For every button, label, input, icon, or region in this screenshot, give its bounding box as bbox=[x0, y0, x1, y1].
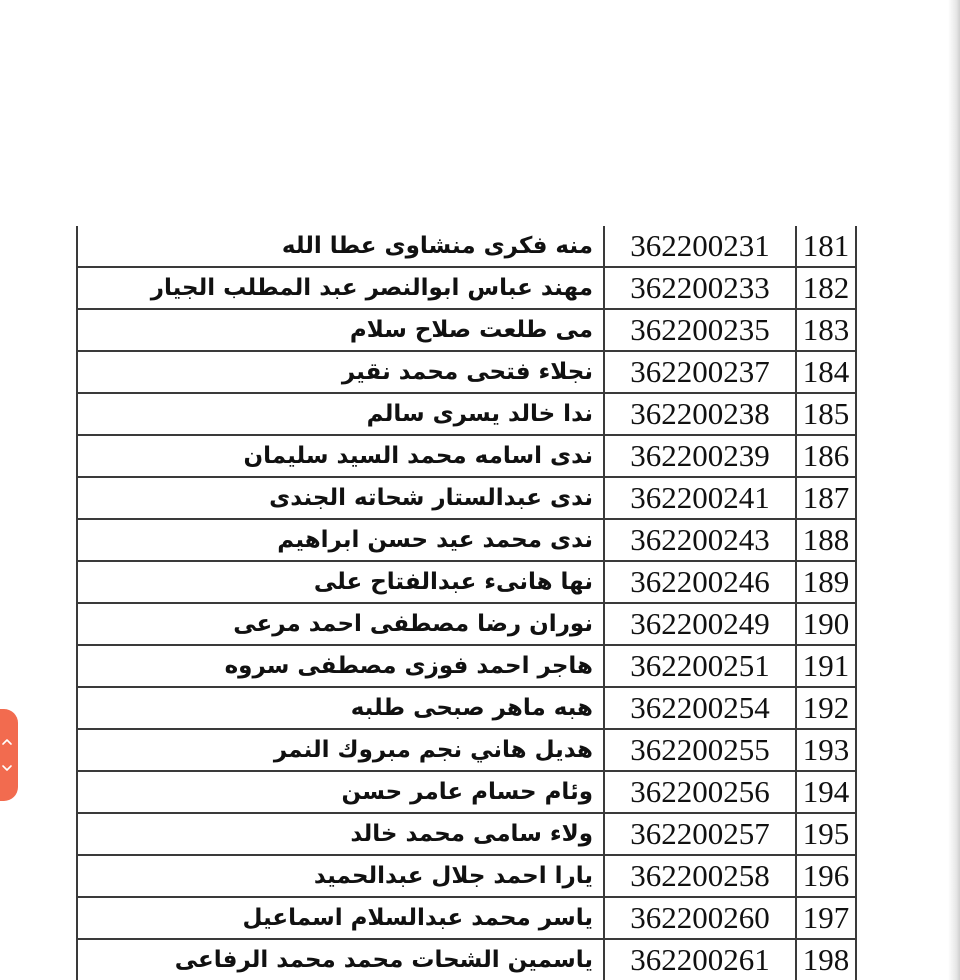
row-number: 193 bbox=[796, 729, 856, 771]
student-name: هاجر احمد فوزى مصطفى سروه bbox=[77, 645, 604, 687]
table-row bbox=[77, 309, 856, 351]
table-row bbox=[77, 561, 856, 603]
table-row bbox=[77, 226, 856, 267]
chevron-down-icon[interactable] bbox=[0, 761, 14, 775]
seat-id: 362200237 bbox=[604, 351, 796, 393]
table-body bbox=[77, 226, 856, 980]
seat-id: 362200260 bbox=[604, 897, 796, 939]
seat-id: 362200249 bbox=[604, 603, 796, 645]
row-number: 192 bbox=[796, 687, 856, 729]
seat-id: 362200258 bbox=[604, 855, 796, 897]
table-row bbox=[77, 393, 856, 435]
table-row bbox=[77, 603, 856, 645]
row-number: 186 bbox=[796, 435, 856, 477]
seat-id: 362200251 bbox=[604, 645, 796, 687]
row-number: 197 bbox=[796, 897, 856, 939]
row-number: 198 bbox=[796, 939, 856, 980]
student-name: وئام حسام عامر حسن bbox=[77, 771, 604, 813]
student-name: ندى محمد عيد حسن ابراهيم bbox=[77, 519, 604, 561]
table-row bbox=[77, 939, 856, 980]
seat-id: 362200233 bbox=[604, 267, 796, 309]
student-name: مهند عباس ابوالنصر عبد المطلب الجيار bbox=[77, 267, 604, 309]
table-row bbox=[77, 897, 856, 939]
row-number: 189 bbox=[796, 561, 856, 603]
seat-id: 362200239 bbox=[604, 435, 796, 477]
row-number: 195 bbox=[796, 813, 856, 855]
row-number: 182 bbox=[796, 267, 856, 309]
row-number: 191 bbox=[796, 645, 856, 687]
row-number: 183 bbox=[796, 309, 856, 351]
row-number: 188 bbox=[796, 519, 856, 561]
student-name: هبه ماهر صبحى طلبه bbox=[77, 687, 604, 729]
student-name: ندى عبدالستار شحاته الجندى bbox=[77, 477, 604, 519]
student-name: مى طلعت صلاح سلام bbox=[77, 309, 604, 351]
page-edge-shadow bbox=[948, 0, 960, 980]
seat-id: 362200238 bbox=[604, 393, 796, 435]
row-number: 181 bbox=[796, 226, 856, 267]
table-row bbox=[77, 351, 856, 393]
student-name: نجلاء فتحى محمد نقير bbox=[77, 351, 604, 393]
seat-id: 362200231 bbox=[604, 226, 796, 267]
student-name: هديل هاني نجم مبروك النمر bbox=[77, 729, 604, 771]
student-name: نها هانىء عبدالفتاح على bbox=[77, 561, 604, 603]
table-row bbox=[77, 645, 856, 687]
student-name: نوران رضا مصطفى احمد مرعى bbox=[77, 603, 604, 645]
table-row bbox=[77, 267, 856, 309]
table-row bbox=[77, 855, 856, 897]
table-row bbox=[77, 435, 856, 477]
seat-id: 362200241 bbox=[604, 477, 796, 519]
table-row bbox=[77, 687, 856, 729]
row-number: 196 bbox=[796, 855, 856, 897]
row-number: 190 bbox=[796, 603, 856, 645]
student-name: ياسر محمد عبدالسلام اسماعيل bbox=[77, 897, 604, 939]
seat-id: 362200246 bbox=[604, 561, 796, 603]
seat-id: 362200255 bbox=[604, 729, 796, 771]
chevron-up-icon[interactable] bbox=[0, 735, 14, 749]
table-row bbox=[77, 519, 856, 561]
student-name: ولاء سامى محمد خالد bbox=[77, 813, 604, 855]
table-row bbox=[77, 477, 856, 519]
table-row bbox=[77, 771, 856, 813]
student-name: ندى اسامه محمد السيد سليمان bbox=[77, 435, 604, 477]
table-row bbox=[77, 813, 856, 855]
seat-id: 362200256 bbox=[604, 771, 796, 813]
row-number: 194 bbox=[796, 771, 856, 813]
row-number: 185 bbox=[796, 393, 856, 435]
student-name: ياسمين الشحات محمد محمد الرفاعى bbox=[77, 939, 604, 980]
seat-id: 362200243 bbox=[604, 519, 796, 561]
seat-id: 362200257 bbox=[604, 813, 796, 855]
seat-id: 362200261 bbox=[604, 939, 796, 980]
scroll-handle[interactable] bbox=[0, 709, 18, 801]
seat-id: 362200235 bbox=[604, 309, 796, 351]
row-number: 187 bbox=[796, 477, 856, 519]
row-number: 184 bbox=[796, 351, 856, 393]
table-row bbox=[77, 729, 856, 771]
students-table bbox=[76, 226, 857, 980]
student-name: ندا خالد يسرى سالم bbox=[77, 393, 604, 435]
student-name: يارا احمد جلال عبدالحميد bbox=[77, 855, 604, 897]
student-name: منه فكرى منشاوى عطا الله bbox=[77, 226, 604, 267]
seat-id: 362200254 bbox=[604, 687, 796, 729]
